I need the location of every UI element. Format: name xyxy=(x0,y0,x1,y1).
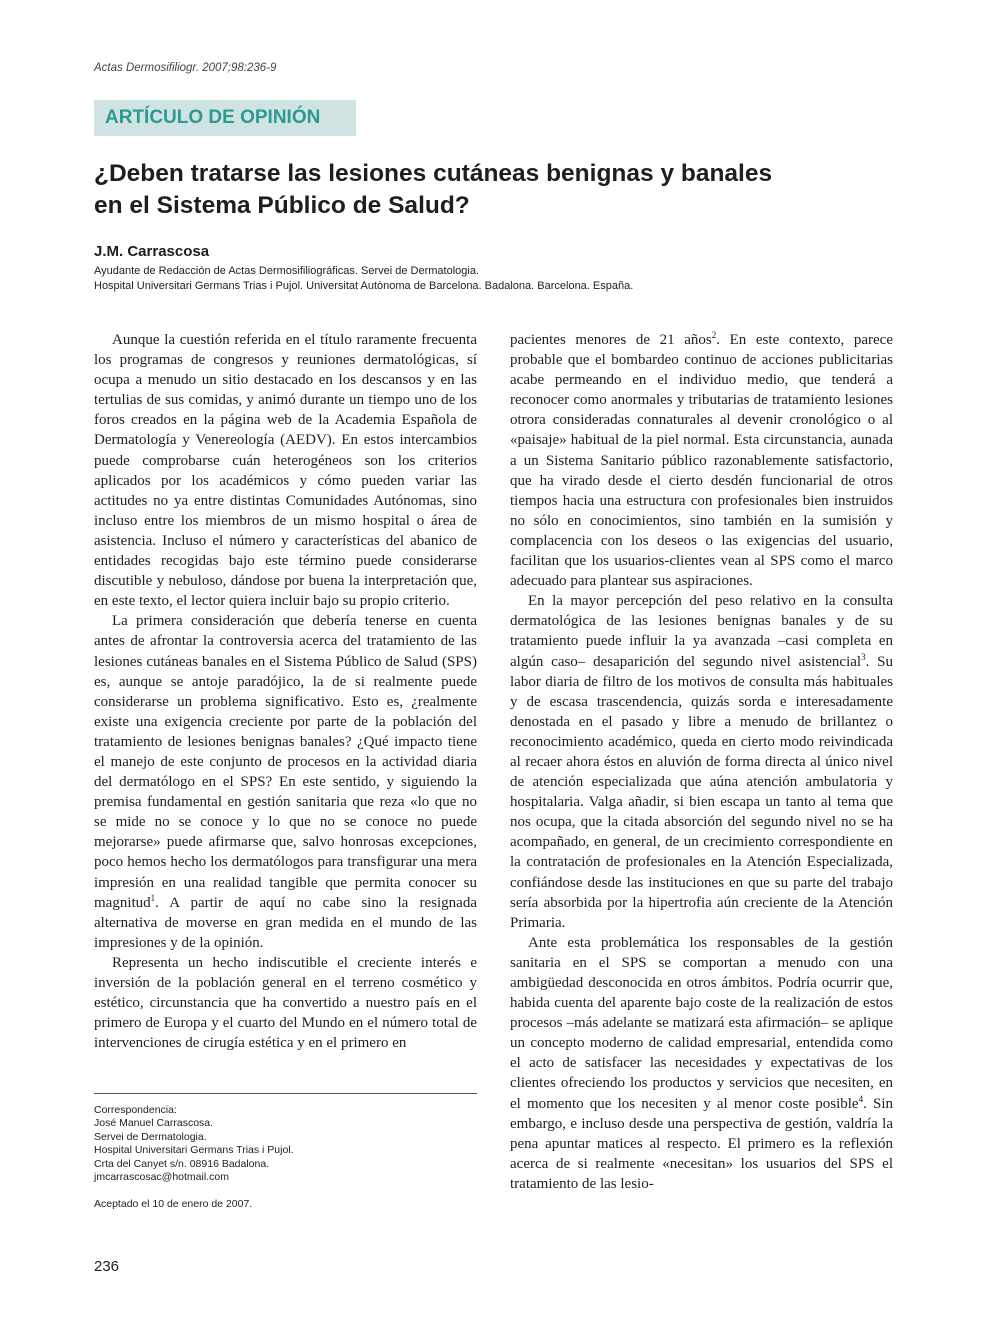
paragraph-text: En la mayor percepción del peso relativo en la consulta dermatológica de las lesiones benignas banales y de su tratamiento puede influir la ya avanzada –casi completa en algún caso– desaparición del segundo nivel asistencial xyxy=(510,593,893,670)
paragraph-text: La primera consideración que debería tenerse en cuenta antes de afrontar la controversia acerca del tratamiento de las lesiones cutáneas banales en el Sistema Público de Salud (SPS) es, aunque se antoje paradójico, la de si realmente puede considerarse un problema significativo. Esto es, ¿realmente existe una exigencia creciente por parte de la población del tratamiento de lesiones benignas banales? ¿Qué impacto tiene el manejo de este conjunto de procesos en la actividad diaria del dermatólogo en el SPS? En este sentido, y siguiendo la premisa fundamental en gestión sanitaria que reza «lo que no se mide no se conoce y lo que no se conoce no puede mejorarse» puede afirmarse que, salvo honrosas excepciones, poco hemos hecho los dermatólogos para transfigurar una mera impresión en una realidad tangible que permita conocer su magnitud xyxy=(94,613,477,911)
footnote-divider xyxy=(94,1093,477,1094)
paragraph-text: . En este contexto, parece probable que el bombardeo continuo de acciones publicitarias acabe permeando en el individuo medio, que tenderá a reconocer como anormales y tributarias de tratamiento lesiones otrora consideradas connaturales al devenir cronológico o al «paisaje» habitual de la piel normal. Esta circunstancia, aunada a un Sistema Sanitario público razonablemente satisfactorio, que ha virado desde el cierto desdén funcionarial de otros tiempos hacia una estructura con profesionales bien instruidos no sólo en conocimientos, sino también en la sumisión y complacencia con los deseos o las exigencias del usuario, facilitan que los usuarios-clientes vean al SPS como el marco adecuado para plantear sus aspiraciones. xyxy=(510,332,893,590)
reference-marker[interactable]: 4 xyxy=(858,1093,864,1104)
author-affiliation xyxy=(94,264,633,294)
affiliation-line: Ayudante de Redacción de Actas Dermosifiliográficas. Servei de Dermatologia. xyxy=(94,265,479,277)
page-number: 236 xyxy=(94,1258,120,1275)
article-title-line: ¿Deben tratarse las lesiones cutáneas benignas y banales xyxy=(94,160,773,187)
section-label-banner: ARTÍCULO DE OPINIÓN xyxy=(94,100,356,136)
body-paragraph xyxy=(94,330,477,611)
body-paragraph xyxy=(510,933,893,1194)
correspondence-block xyxy=(94,1104,294,1184)
body-paragraph xyxy=(510,330,893,591)
paragraph-text: . Sin embargo, e incluso desde una perspectiva de gestión, valdría la pena apuntar matices al respecto. El primero es la reflexión acerca de si realmente «necesitan» los usuarios del SPS el tratamiento de las lesio- xyxy=(510,1095,894,1192)
body-paragraph xyxy=(510,591,893,933)
paragraph-text: pacientes menores de 21 años xyxy=(510,332,712,348)
correspondence-line: José Manuel Carrascosa. xyxy=(94,1117,214,1130)
correspondence-line: Servei de Dermatologia. xyxy=(94,1130,207,1143)
article-title xyxy=(94,158,894,222)
paragraph-text: . Su labor diaria de filtro de los motivos de consulta más habituales y de escasa trascendencia, quizás sorda e interesadamente denostada en el pasado y libre a menudo de brillantez o reconocimiento académico, queda en cierto modo reivindicada al recaer ahora éstos en aluvión de forma directa al único nivel de atención especializada que aúna atención ambulatoria y hospitalaria. Valga añadir, si bien escapa un tanto al tema que nos ocupa, que la citada absorción del segundo nivel no se ha acompañado, en general, de un crecimiento correspondiente en la contratación de profesionales en la Atención Especializada, confiándose desde las instituciones en que su parte del trabajo sería absorbida por la hipertrofia aún creciente de la Atención Primaria. xyxy=(510,653,893,931)
affiliation-line: Hospital Universitari Germans Trias i Pujol. Universitat Autònoma de Barcelona. Badalona. Barcelona. España. xyxy=(94,280,634,292)
paragraph-text: Representa un hecho indiscutible el creciente interés e inversión de la población general en el terreno cosmético y estético, circunstancia que ha convertido a nuestro país en el primero de Europa y el cuarto del Mundo en el número total de intervenciones de cirugía estética y en el primero en xyxy=(94,954,477,1052)
body-paragraph xyxy=(94,953,477,1053)
paragraph-text: Aunque la cuestión referida en el título raramente frecuenta los programas de congresos y reuniones dermatológicas, sí ocupa a menudo un sitio destacado en los descansos y en las tertulias de sus comidas, y animó durante un tiempo uno de los foros creados en la página web de la Academia Española de Dermatología y Venereología (AEDV). En estos intercambios puede comprobarse cuán heterogéneos son los criterios aplicados por los académicos y cómo pueden variar las actitudes no ya entre distintas Comunidades Autónomas, sino incluso entre los miembros de un mismo hospital o área de asistencia. Incluso el número y características del abanico de entidades recogidas bajo este término puede considerarse discutible y nebuloso, dándose por buena la interpretación que, en este texto, el lector quiera incluir bajo su propio criterio. xyxy=(94,332,477,610)
correspondence-email[interactable]: jmcarrascosac@hotmail.com xyxy=(94,1171,229,1184)
reference-marker[interactable]: 2 xyxy=(711,330,717,340)
reference-marker[interactable]: 3 xyxy=(861,651,866,662)
journal-reference: Actas Dermosifiliogr. 2007;98:236-9 xyxy=(94,62,277,74)
accepted-date: Aceptado el 10 de enero de 2007. xyxy=(94,1198,253,1210)
paragraph-text: Ante esta problemática los responsables de la gestión sanitaria en el SPS se comportan a menudo con una ambigüedad desconocida en otros ámbitos. Podría ocurrir que, habida cuenta del aparente bajo coste de la realización de estos procesos –más adelante se matizará esta afirmación– se aplique un concepto moderno de calidad empresarial, entendida como el acto de satisfacer las necesidades y expectativas de los clientes ofreciendo los productos y servicios que necesiten, en el momento que los necesiten y al menor coste posible xyxy=(510,934,893,1112)
reference-marker[interactable]: 1 xyxy=(150,892,156,903)
body-column-right xyxy=(510,330,893,1194)
article-title-line: en el Sistema Público de Salud? xyxy=(94,192,470,219)
paragraph-text: . A partir de aquí no cabe sino la resignada alternativa de moverse en gran medida en el mundo de las impresiones y de la opinión. xyxy=(94,894,477,951)
correspondence-line: Hospital Universitari Germans Trias i Pujol. xyxy=(94,1144,294,1157)
body-column-left xyxy=(94,330,477,1053)
correspondence-line: Correspondencia: xyxy=(94,1104,177,1116)
correspondence-line: Crta del Canyet s/n. 08916 Badalona. xyxy=(94,1157,270,1170)
author-name: J.M. Carrascosa xyxy=(94,243,210,260)
body-paragraph xyxy=(94,611,477,953)
